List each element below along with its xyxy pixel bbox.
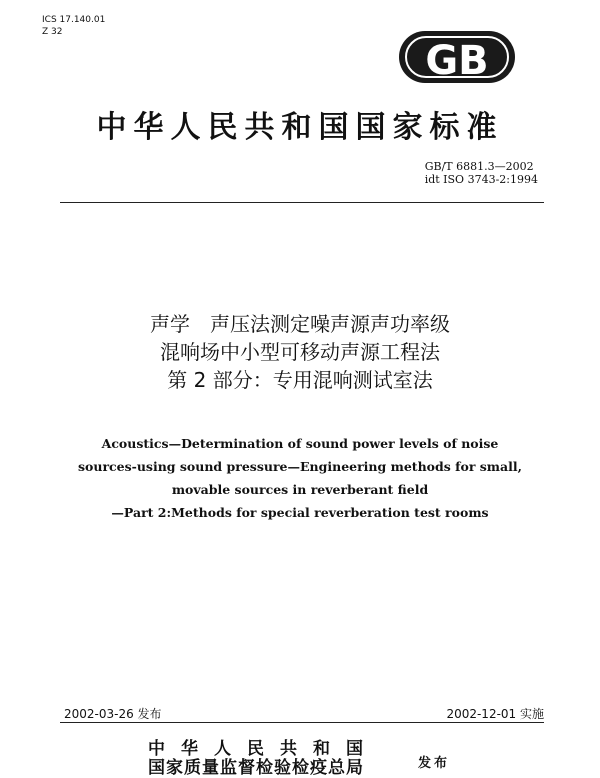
issuing-authority (148, 740, 379, 778)
english-title (40, 432, 560, 524)
ccs-code: Z 32 (42, 27, 63, 37)
standard-type-title: 中华人民共和国国家标准 (96, 110, 504, 145)
standard-number (425, 160, 538, 186)
divider-bottom (60, 722, 544, 723)
gb-logo (398, 30, 516, 84)
chinese-title-line-3: 第 2 部分：专用混响测试室法 (167, 368, 433, 392)
issuer-name: 中华人民共和国 (148, 739, 379, 759)
chinese-title-line-2: 混响场中小型可移动声源工程法 (160, 340, 440, 364)
divider-top (60, 202, 544, 203)
chinese-title-line-1: 声学 声压法测定噪声源声功率级 (150, 312, 450, 336)
issue-word: 发布 (418, 756, 451, 771)
english-title-line-3: movable sources in reverberant field (171, 482, 429, 497)
implementation-date: 2002-12-01 实施 (446, 707, 544, 721)
classification-codes (42, 14, 105, 38)
english-title-line-1: Acoustics—Determination of sound power levels of noise (101, 436, 499, 451)
ics-code: ICS 17.140.01 (42, 15, 106, 25)
gb-logo-text: GB (425, 38, 489, 84)
issuer-department: 国家质量监督检验检疫总局 (148, 758, 364, 778)
iso-equivalent: idt ISO 3743-2:1994 (424, 173, 538, 186)
issue-date: 2002-03-26 发布 (64, 707, 162, 721)
english-title-line-2: sources-using sound pressure—Engineering methods for small, (77, 459, 522, 474)
english-title-line-4: —Part 2:Methods for special reverberation test rooms (111, 505, 489, 520)
chinese-title (40, 310, 560, 394)
gb-number: GB/T 6881.3—2002 (424, 160, 534, 173)
